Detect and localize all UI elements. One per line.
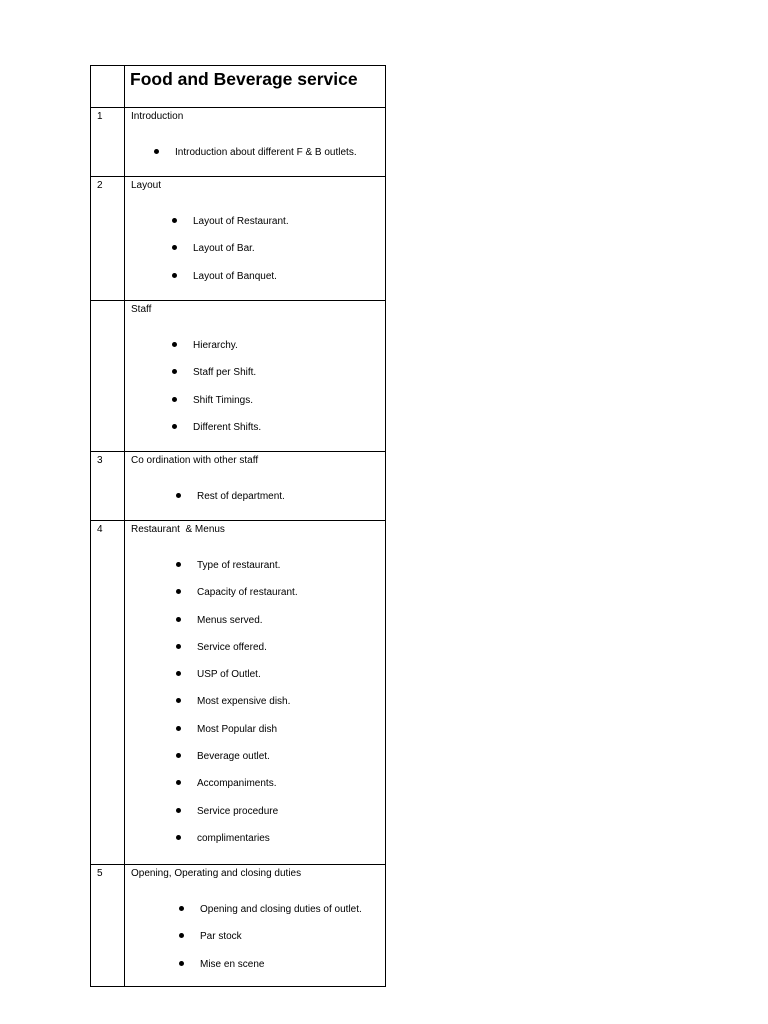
list-item-text: USP of Outlet. [197,669,261,681]
list-item [131,669,385,696]
list-item [131,642,385,669]
section-title: Staff [131,304,152,315]
bullet-icon [176,808,181,813]
bullet-icon [176,617,181,622]
list-item [131,587,385,614]
header-number-cell [91,66,125,108]
bullet-list [131,147,385,174]
list-item [131,615,385,642]
list-item [131,806,385,833]
bullet-icon [176,671,181,676]
bullet-list [131,340,385,449]
bullet-list [131,216,385,298]
section-number: 1 [91,108,125,177]
bullet-icon [176,589,181,594]
list-item [131,904,385,931]
list-item-text: Mise en scene [200,958,265,970]
bullet-list [131,491,385,518]
list-item-text: Layout of Banquet. [193,270,277,282]
list-item-text: Accompaniments. [197,778,277,790]
list-item-text: Opening and closing duties of outlet. [200,904,362,915]
bullet-icon [179,961,184,966]
bullet-icon [172,424,177,429]
bullet-list [131,904,385,986]
section-number: 2 [91,177,125,301]
table-row [91,301,386,452]
syllabus-table [90,65,386,987]
section-title: Introduction [131,111,184,122]
list-item [131,340,385,367]
list-item [131,833,385,860]
section-cell [125,452,386,521]
section-cell [125,301,386,452]
bullet-list [131,560,385,860]
bullet-icon [172,273,177,278]
list-item-text: Service offered. [197,641,267,653]
list-item-text: Hierarchy. [193,340,238,351]
list-item [131,959,385,986]
bullet-icon [176,780,181,785]
section-title: Restaurant & Menus [131,524,225,535]
list-item-text: Most Popular dish [197,723,278,735]
bullet-icon [172,397,177,402]
list-item-text: Staff per Shift. [193,367,257,379]
list-item [131,395,385,422]
list-item-text: Rest of department. [197,491,285,502]
list-item-text: Menus served. [197,614,263,626]
list-item [131,367,385,394]
bullet-icon [176,493,181,498]
bullet-icon [154,149,159,154]
table-row [91,865,386,987]
list-item-text: Different Shifts. [193,421,262,433]
bullet-icon [176,562,181,567]
list-item-text: Type of restaurant. [197,560,281,571]
bullet-icon [176,835,181,840]
bullet-icon [172,342,177,347]
list-item-text: Service procedure [197,805,279,817]
list-item [131,147,385,174]
list-item-text: Beverage outlet. [197,751,270,763]
list-item [131,491,385,518]
table-row [91,108,386,177]
bullet-icon [172,369,177,374]
list-item-text: Layout of Restaurant. [193,216,289,227]
bullet-icon [172,245,177,250]
section-number: 3 [91,452,125,521]
table-row [91,177,386,301]
section-cell [125,865,386,987]
list-item-text: Shift Timings. [193,394,254,406]
list-item [131,560,385,587]
list-item-text: Most expensive dish. [197,696,291,708]
document-title: Food and Beverage service [125,66,386,108]
bullet-icon [176,698,181,703]
list-item [131,751,385,778]
section-number: 5 [91,865,125,987]
bullet-icon [179,933,184,938]
list-item [131,271,385,298]
list-item [131,422,385,449]
table-row [91,521,386,865]
list-item-text: complimentaries [197,832,270,844]
list-item [131,724,385,751]
section-title: Layout [131,180,162,191]
section-cell [125,177,386,301]
list-item-text: Capacity of restaurant. [197,587,298,599]
section-cell [125,108,386,177]
header-row [91,66,386,108]
list-item [131,216,385,243]
bullet-icon [172,218,177,223]
section-title: Co ordination with other staff [131,455,259,466]
list-item-text: Layout of Bar. [193,243,255,255]
list-item-text: Introduction about different F & B outlets. [175,147,357,158]
section-number: 4 [91,521,125,865]
list-item [131,778,385,805]
section-number [91,301,125,452]
section-title: Opening, Operating and closing duties [131,868,302,879]
list-item-text: Par stock [200,931,242,943]
list-item [131,931,385,958]
bullet-icon [176,726,181,731]
bullet-icon [176,753,181,758]
bullet-icon [176,644,181,649]
list-item [131,696,385,723]
bullet-icon [179,906,184,911]
list-item [131,243,385,270]
table-row [91,452,386,521]
section-cell [125,521,386,865]
